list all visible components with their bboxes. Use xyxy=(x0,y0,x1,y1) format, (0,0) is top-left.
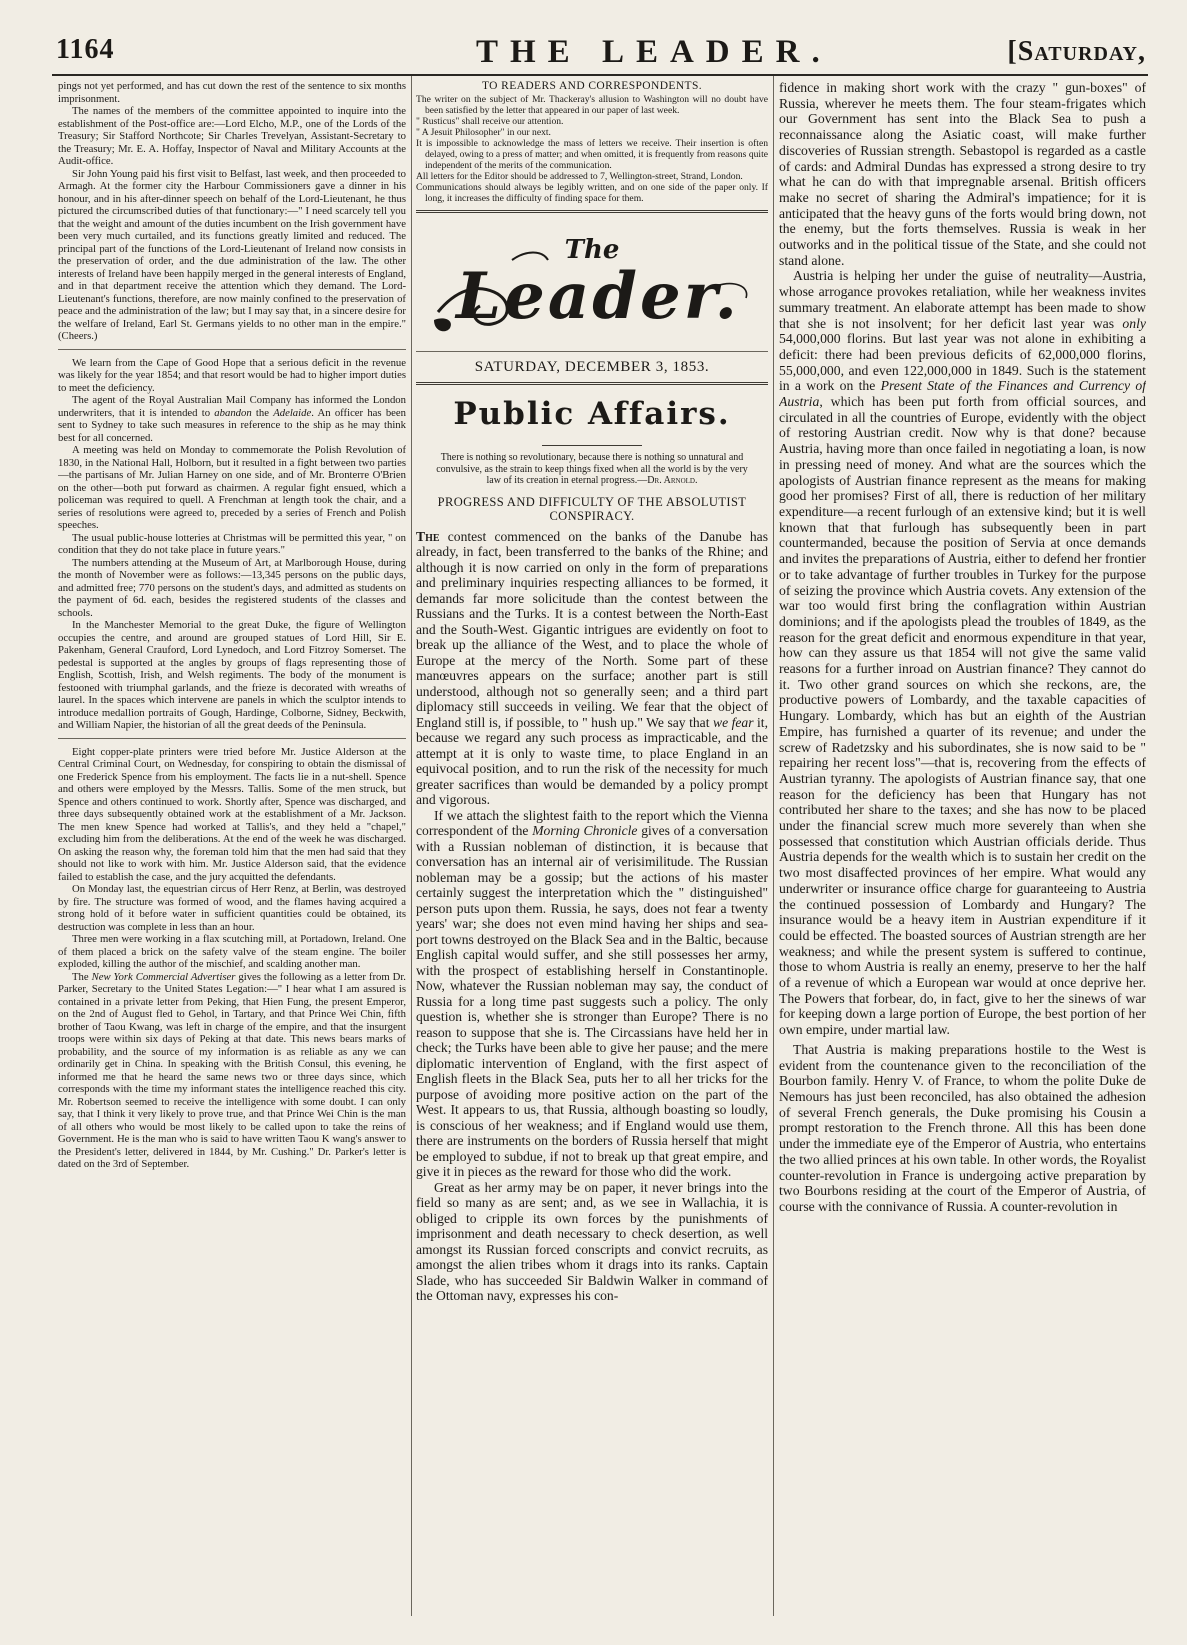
logo-small-word: The xyxy=(564,235,620,265)
paragraph: In the Manchester Memorial to the great Duke, the figure of Wellington occupies the centre, and around are grouped statues of Lord Hill, Sir E. Pakenham, General Crauford, Lord Lynedoch, and Lord Fitzroy Somerset. The pedestal is supported at the angles by groups of flags representing those of English, Scottish, Irish, and Welsh regiments. The body of the monument is festooned with triumphal garlands, and the frieze is decorated with wreaths of laurel. In the spaces which intervene are panels in which the sculptor intends to introduce medallion portraits of Gough, Hardinge, Colborne, Sidney, Beckwith, and William Napier, the historian of all the great deeds of the Peninsula. xyxy=(58,619,406,731)
column-center xyxy=(416,80,768,1610)
public-affairs-heading xyxy=(416,392,768,439)
leader-logo xyxy=(416,220,768,345)
paragraph: Eight copper-plate printers were tried before Mr. Justice Alderson at the Central Criminal Court, on Wednesday, for conspiring to obtain the dismissal of one Frederick Spence from his employment. The facts lie in a nut-shell. Spence and others were employed by the Messrs. Tallis. Some of the men struck, but Spence and others continued to work. Shortly after, Spence was discharged, and three days subsequently obtained work at the establishment of a Mr. Jackson. The men knew Spence had worked at Tallis's, and they held a "chapel," excluding him from the deliberations. At the end of the week he was discharged. On asking the reason why, the foreman told him that the men had said that they should not like to work with him. Mr. Justice Alderson said, that the evidence failed to establish the case, and the jury acquitted the defendants. xyxy=(58,745,406,883)
paragraph: The agent of the Royal Australian Mail Company has informed the London underwriters, that it is intended to abandon the Adelaide. An officer has been sent to Sydney to take such measures in reference to the ship as he may think best for all concerned. xyxy=(58,394,406,444)
section-divider xyxy=(58,349,406,350)
paragraph: Three men were working in a flax scutching mill, at Portadown, Ireland. One of them placed a brick on the safety valve of the steam engine. The boiler exploded, killing the author of the mischief, and scalding another man. xyxy=(58,933,406,970)
paragraph: fidence in making short work with the crazy " gun-boxes" of Russia, wherever he meets them. The four steam-frigates which our Government has sent into the Black Sea to push a reconnaissance along the Asiatic coast, will make further discoveries of Russian strength. Sebastopol is regarded as a castle of cards: and Admiral Dundas has expressed a strong desire to try what he can do with that impregnable arsenal. British officers make no secret of sharing the Admiral's impatience; for it is anticipated that the heavy guns of the forts would bring down, not the enemy, but the forts themselves. Russia is weak in her outworks and in the political tissue of the State, and she could not stand alone. xyxy=(779,80,1146,268)
paragraph: The numbers attending at the Museum of Art, at Marlborough House, during the month of November were as follows:—13,345 persons on the public days, and admitted free; 770 persons on the student's days, and admitted as students on the payment of 6d. each, besides the registered students of the classes and schools. xyxy=(58,556,406,619)
dateline-rule xyxy=(416,351,768,352)
paragraph: The usual public-house lotteries at Christmas will be permitted this year, " on condition that they do not take place in future years." xyxy=(58,531,406,556)
correspondents-heading: TO READERS AND CORRESPONDENTS. xyxy=(481,80,703,92)
page-day: [Saturday, xyxy=(1007,36,1146,67)
masthead xyxy=(56,34,1146,74)
dateline: SATURDAY, DECEMBER 3, 1853. xyxy=(474,359,710,375)
double-rule xyxy=(416,210,768,213)
logo-main-word: Leader. xyxy=(456,259,740,334)
page-number: 1164 xyxy=(56,34,115,65)
paragraph: If we attach the slightest faith to the report which the Vienna correspondent of the Morning Chronicle gives of a conversation with a Russian nobleman of distinction, it is because that conversation has an internal air of verisimilitude. The Russian nobleman may be a gossip; but the actions of his master certainly suggest the interpretation which the " distinguished" person puts upon them. Russia, he says, does not fear a twenty years' war; she does not even mind having her ships and sea-port towns destroyed on the Black Sea and in the Baltic, because English capital would suffer, and she still possesses her army, with the prospect of establishing herself in Constantinople. Now, whatever the Russian nobleman may say, the conduct of Russia for a long time past suggests such a policy. The only question is, whether she is stronger than Europe? There is no reason to suppose that she is. The Circassians have held her in check; the Turks have been able to give her pause; and the mere diplomatic intervention of England, with the first aspect of English fleets in the Black Sea, puts her to all her tricks for the purpose of avoiding more positive action on the part of the West. It appears to us, that Russia, although boasting so loudly, is conscious of her weakness; and if England would use them, there are instruments on the borders of Russia herself that might be employed to subdue, if not to break up that great empire, and give it in pieces as the reward for those who did the work. xyxy=(416,807,768,1179)
paragraph: pings not yet performed, and has cut down the rest of the sentence to six months imprisonment. xyxy=(58,80,406,105)
quill-flourish-icon xyxy=(416,220,768,345)
paragraph: The New York Commercial Advertiser gives the following as a letter from Dr. Parker, Secretary to the United States Legation:—" I hear what I am assured is contained in a private letter from Peking, that Hien Fung, the present Emperor, on the 2nd of August fled to Gehol, in Tartary, and that Prince Wei Chin, fifth brother of Taou Kwang, was left in charge of the empire, and that the insurgent troops were within six days of Peking at that date. This news bears marks of probability, and the source of my information is as reliable as any we can ordinarily get in China. In speaking with the British Consul, this evening, he informed me that he heard the same news two or three days since, which corresponds with the time my informant states the intelligence reached this city. Mr. Robertson seemed to receive the intelligence with some doubt. I can only say, that I think it very likely to prove true, and that Prince Wei Chin is the man of all others who would be most likely to be called upon to take the reins of Government. He is the man who is said to have written Taou K wang's answer to the President's letter, delivered in 1844, by Mr. Cushing." Dr. Parker's letter is dated on the 3rd of September. xyxy=(58,970,406,1170)
notice-item: " Rusticus" shall receive our attention. xyxy=(416,116,564,127)
masthead-rule xyxy=(52,74,1148,76)
notice-item: " A Jesuit Philosopher" in our next. xyxy=(416,127,551,138)
notice-item: The writer on the subject of Mr. Thackeray's allusion to Washington will no doubt have been satisfied by the letter that appeared in our paper of last week. xyxy=(416,94,768,116)
column-divider xyxy=(773,76,774,1616)
paragraph: We learn from the Cape of Good Hope that a serious deficit in the revenue was likely for the year 1854; and that resort would be had to higher import duties to meet the deficiency. xyxy=(58,356,406,394)
paragraph: The contest commenced on the banks of the Danube has already, in fact, been transferred to the banks of the Rhine; and although it is now carried on only in the form of preparations and preliminary inquiries respecting alliances to be formed, it demands far more solicitude than the contest between the Russians and the Turks. It is a contest between the North-East and the South-West. Gigantic intrigues are evidently on foot to break up the alliance of the West, and to place the whole of Europe at the mercy of the North. Some part of these manœuvres appears on the surface; another part is still understood, although not so generally seen; and a third part diplomacy still succeeds in veiling. We fear that the object of England still is, if possible, to " hush up." We say that we fear it, because we regard any such process as impracticable, and the attempt at it is only to waste time, to place England in an equivocal position, and to run the risk of the necessity for much greater sacrifices than would be demanded by a policy prompt and vigorous. xyxy=(416,528,768,807)
column-left xyxy=(58,80,406,1610)
paragraph: Great as her army may be on paper, it never brings into the field so many as are sent; and, as we see in Wallachia, it is obliged to cripple its own forces by the punishments of imprisonment and death necessary to check desertion, as well amongst its Russian forced conscripts and convict recruits, as amongst the alien tribes whom it drags into its ranks. Captain Slade, who has succeeded Sir Baldwin Walker in command of the Ottoman navy, expresses his con- xyxy=(416,1179,768,1303)
heading-art xyxy=(416,392,768,434)
notice-item: Communications should always be legibly written, and on one side of the paper only. If long, it increases the difficulty of finding space for them. xyxy=(416,182,768,204)
double-rule xyxy=(416,382,768,385)
notice-item: It is impossible to acknowledge the mass of letters we receive. Their insertion is often delayed, owing to a press of matter; and when omitted, it is frequently from reasons quite independent of the merits of the communication. xyxy=(416,138,768,171)
column-divider xyxy=(411,76,412,1616)
paragraph: Sir John Young paid his first visit to Belfast, last week, and then proceeded to Armagh. At the former city the Harbour Commissioners gave a dinner in his honour, and in his after-dinner speech on behalf of the Lord-Lieutenant, he thus pictured the circumscribed duties of that functionary:—" I need scarcely tell you that the weight and amount of the duties incumbent on the Irish government have been very much curtailed, and its functions greatly limited and reduced. The principal part of the functions of the Lord-Lieutenant of Ireland now consists in the preservation of order, and the due administration of the law. The other interests of Ireland have been happily merged in the general interests of England, and in that department receive the attention which they demand. The Lord-Lieutenant's functions, therefore, are now mainly confined to the preservation of peace and the administration of the law; but I may say that, in a sincere desire for the welfare of Ireland, Earl St. Germans yields to no other man in the empire." (Cheers.) xyxy=(58,167,406,342)
section-heading: Public Affairs. xyxy=(453,396,731,432)
paragraph: The names of the members of the committee appointed to inquire into the establishment of the Post-office are:—Lord Elcho, M.P., one of the Lords of the Treasury; Sir Stafford Northcote; Sir Charles Trevelyan, Assistant-Secretary to the Treasury; Mr. E. A. Hoffay, Inspector of Naval and Military Accounts at the Audit-office. xyxy=(58,105,406,167)
notice-item: All letters for the Editor should be addressed to 7, Wellington-street, Strand, London. xyxy=(416,171,743,182)
short-rule xyxy=(542,445,642,446)
correspondents-notice xyxy=(416,80,768,204)
motto: There is nothing so revolutionary, because there is nothing so unnatural and convulsive, as the strain to keep things fixed when all the world is by the very law of its creation in eternal progress.—Dr. Arnold. xyxy=(436,452,748,486)
column-right xyxy=(779,80,1146,1610)
article-heading: PROGRESS AND DIFFICULTY OF THE ABSOLUTIST CONSPIRACY. xyxy=(437,494,747,523)
paragraph: That Austria is making preparations hostile to the West is evident from the countenance given to the reconciliation of the Bourbon family. Henry V. of France, to whom the polite Duke de Nemours has just been reconciled, has also obtained the adhesion of several French generals, the Duke promising his Cousin a prompt restoration to the French throne. All this has been done under the immediate eye of the Emperor of Austria, who entertains the two allied princes at his own table. In other words, the Royalist counter-revolution in France is undergoing active preparation by two Bourbons residing at the court of the Emperor of Austria, of course with the connivance of Russia. A counter-revolution in xyxy=(779,1041,1146,1214)
paragraph: On Monday last, the equestrian circus of Herr Renz, at Berlin, was destroyed by fire. The structure was formed of wood, and the flames having acquired a strong hold of it before water in sufficient quantities could be obtained, its destruction was complete in less than an hour. xyxy=(58,883,406,933)
newspaper-title: THE LEADER. xyxy=(476,34,832,70)
paragraph: Austria is helping her under the guise of neutrality—Austria, whose arrogance provokes retaliation, while her weakness invites summary treatment. An elaborate attempt has been made to show that she is not insolvent; for her deficit last year was only 54,000,000 florins. But last year was not alone in exhibiting a deficit: there had been previous deficits of 62,000,000 florins, 55,000,000, and even 122,000,000 in 1849. Such is the statement in a work on the Present State of the Finances and Currency of Austria, which has been put forth from official sources, and circulated in all the countries of Europe, evidently with the object of restoring Austrian credit. Now why is that done? because Austria, having more than once failed in negotiating a loan, is now in pressing need of money. And what are the sources which the apologists of Austrian finance represent as the means for making good her promises? First of all, there is reduction of her military expenditure—a recent furlough of an extensive kind; but it is well known that that furlough has subsequently been in part countermanded, because the position of Servia at once demands and invites the preparations of Austria, either to defend her frontier or to take advantage of further troubles in Turkey for the purpose of seizing the province which Austria covets. Any extension of the war too would first bring the conflagration within Austrian dominions; and if the apologists plead the troubles of 1849, as the reason for the great deficit and enormous expenditure in that year, how can they assure us that 1854 will not give the same valid reasons for a further inroad on Austrian finance? They cannot do it. Two other grand sources on which she reckons, are, the productive powers of Lombardy, and the taxable capacities of Hungary. Lombardy, which has but an eighth of the Austrian Empire, has furnished a quarter of its revenue; and under the screw of Radetzsky and his subordinates, she is now said to be " repairing her recent loss"—that is, recovering from the effects of Austrian tyranny. The apologists of Austrian finance say, that one reason for the deficiency has been that Hungary has not contributed her share to the taxes; and she has now to be placed under the financial screw much more severely than when she possessed that constitution which Austrian officials deride. Thus Austria depends for the wealth which is to sustain her credit on the two most disaffected provinces of her empire. What would any underwriter or insurance office charge for guaranteeing to Austria the continued possession of Lombardy and Hungary? The insurance would be a heavy item in Austrian expenditure if it could be effected. The boasted sources of Austrian strength are her weakness; and while the present system is suffered to continue, those to whom Austria is really an enemy, preserve to her the half of a revenue of which a European war would at once deprive her. The Powers that forbear, do, in fact, give to her the sinews of war for keeping down a large portion of Europe, the best portion of her own empire, under martial law. xyxy=(779,268,1146,1038)
article-body xyxy=(416,529,768,1304)
paragraph: A meeting was held on Monday to commemorate the Polish Revolution of 1830, in the National Hall, Holborn, but it resulted in a fight between two parties—the partisans of Mr. Julian Harney on one side, and of Mr. Bronterre O'Brien on the other—both put forward as chairmen. A regular fight ensued, which a policeman was required to quell. A Frenchman at length took the chair, and a series of resolutions were agreed to, preceded by a series of French and Polish speeches. xyxy=(58,444,406,531)
section-divider xyxy=(58,738,406,739)
